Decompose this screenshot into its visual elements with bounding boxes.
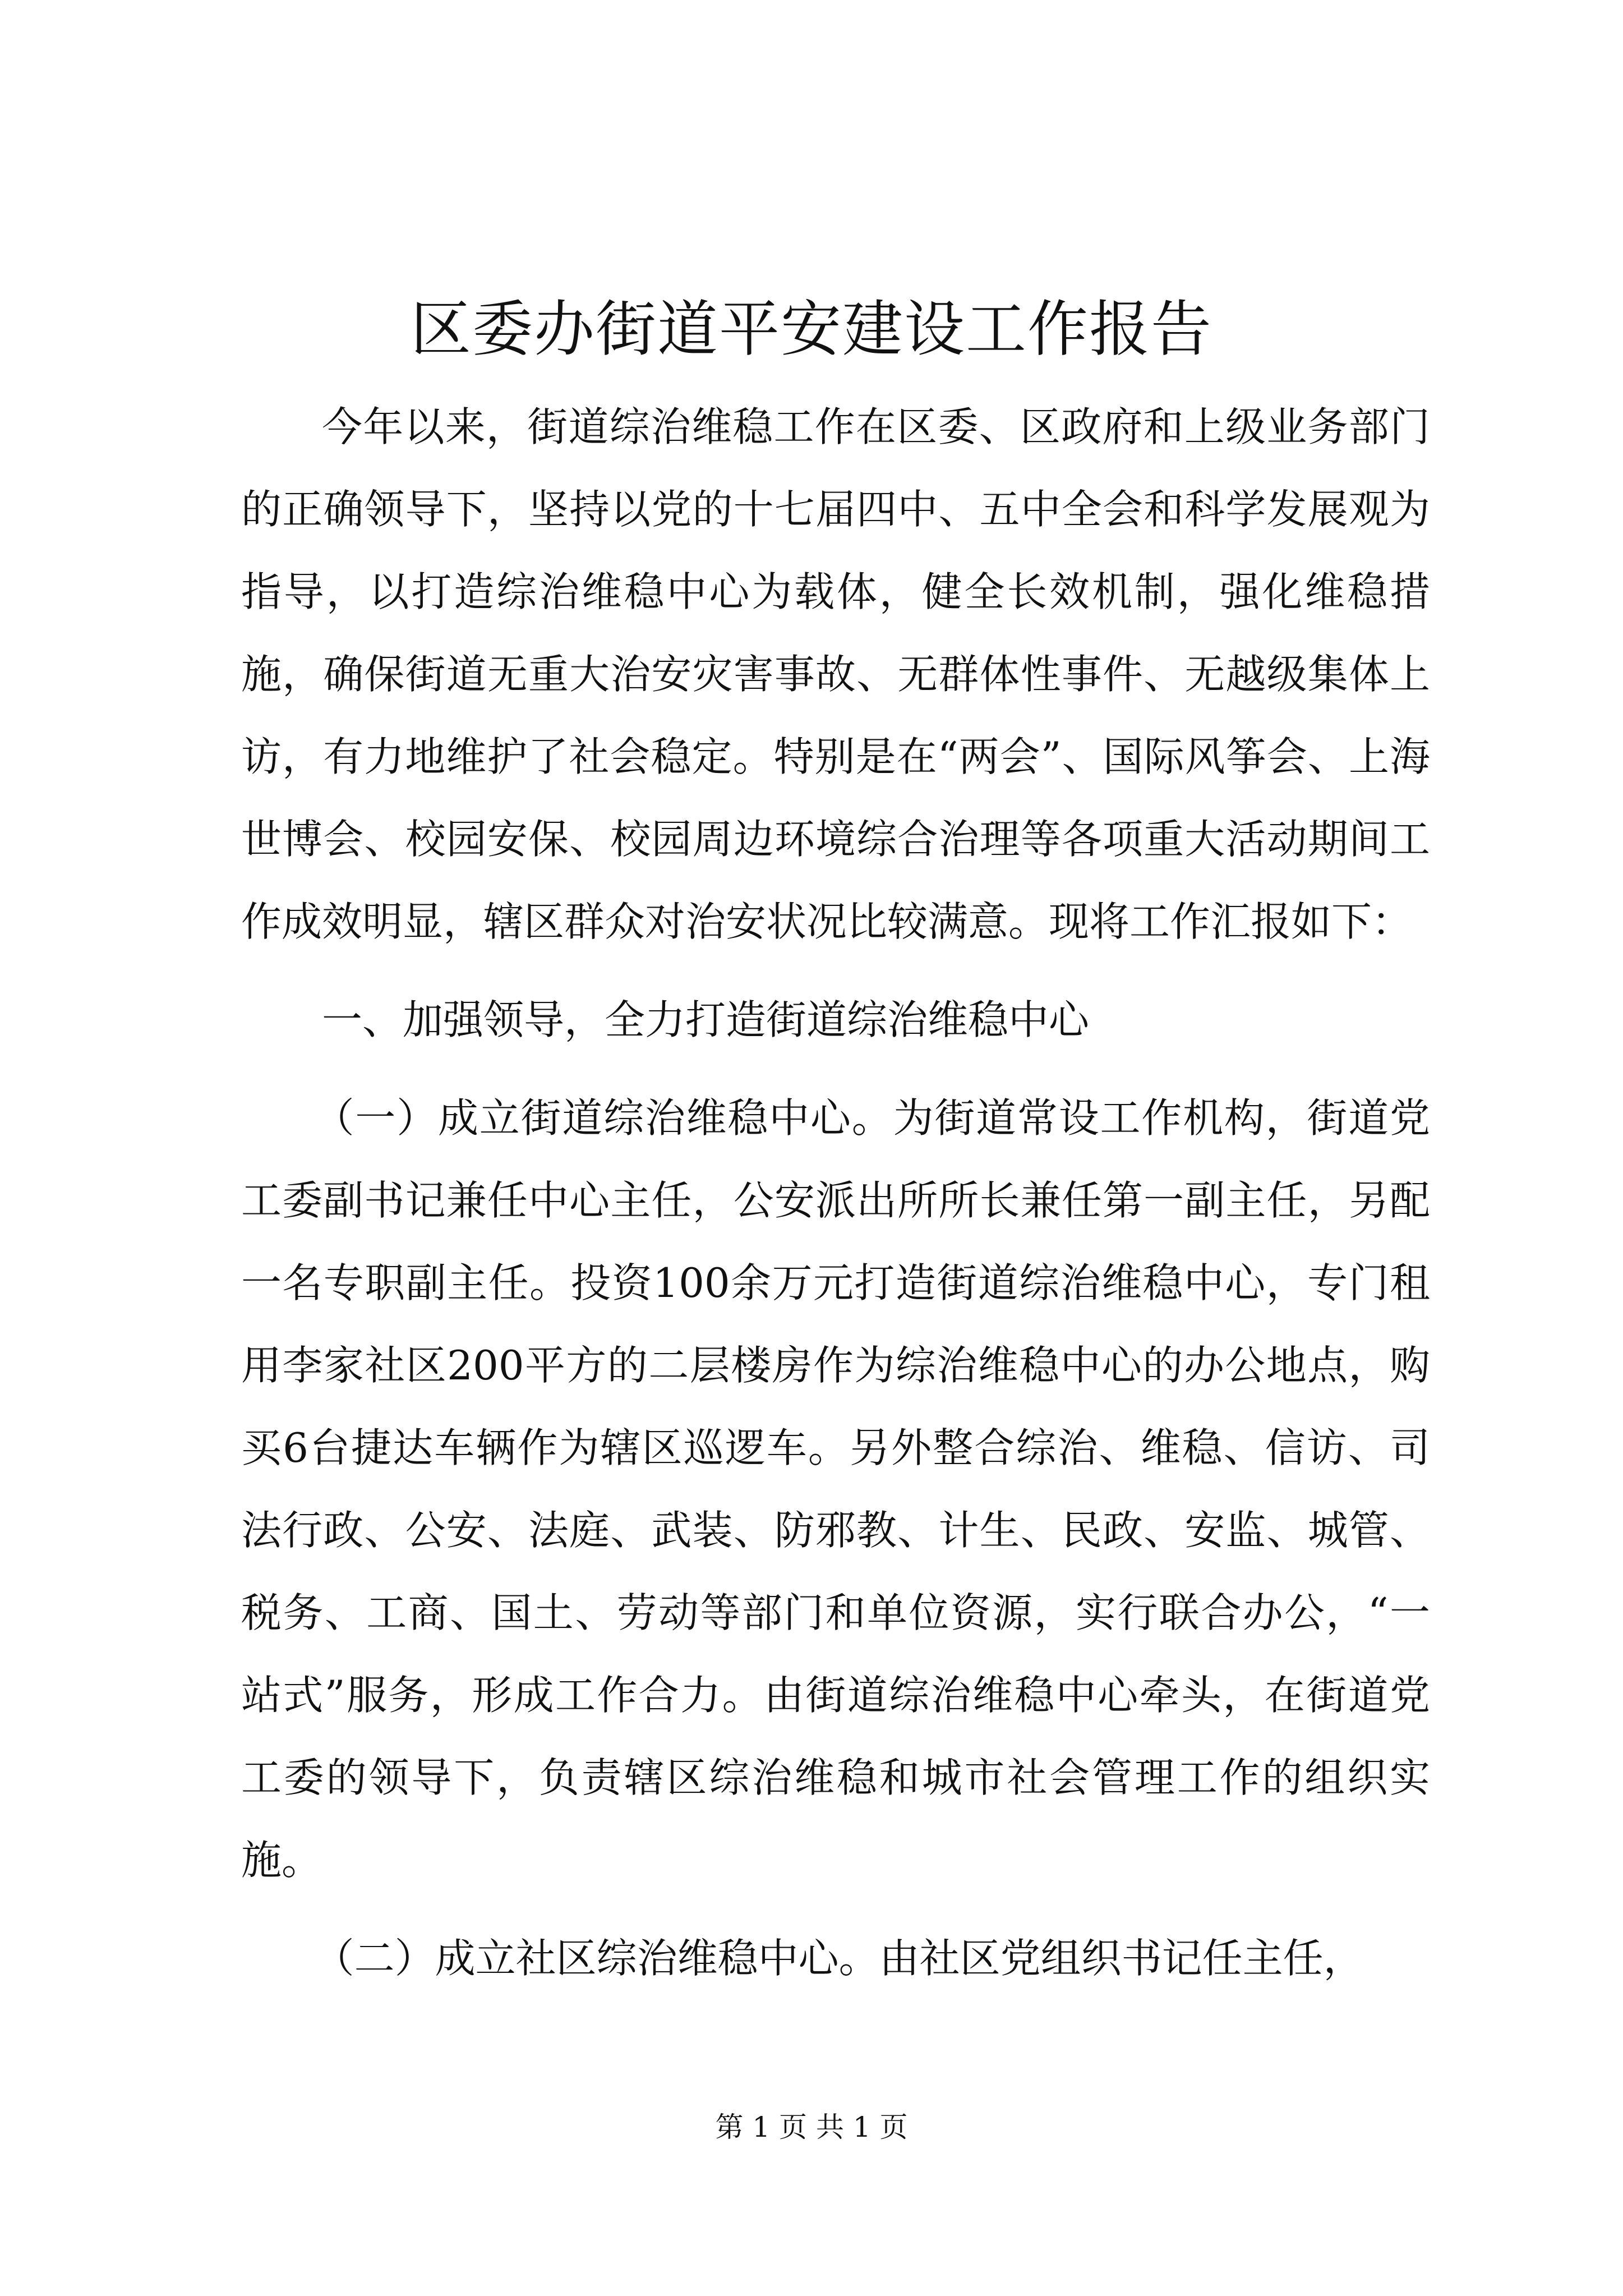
section-heading-1: 一、加强领导，全力打造街道综治维稳中心: [322, 996, 1090, 1043]
page-footer: [0, 2108, 1623, 2147]
intro-paragraph: 今年以来，街道综治维稳工作在区委、区政府和上级业务部门的正确领导下，坚持以党的十七届四中、五中全会和科学发展观为指导，以打造综治维稳中心为载体，健全长效机制，强化维稳措施，确保街道无重大治安灾害事故、无群体性事件、无越级集体上访，有力地维护了社会稳定。特别是在“两会”、国际风筝会、上海世博会、校园安保、校园周边环境综合治理等各项重大活动期间工作成效明显，辖区群众对治安状况比较满意。现将工作汇报如下：: [241, 403, 1430, 945]
subsection-paragraph-2: （二）成立社区综治维稳中心。由社区党组织书记任主任，: [313, 1935, 1364, 1982]
subsection-paragraph-1: （一）成立街道综治维稳中心。为街道常设工作机构，街道党工委副书记兼任中心主任，公安派出所所长兼任第一副主任，另配一名专职副主任。投资100余万元打造街道综治维稳中心，专门租用李家社区200平方的二层楼房作为综治维稳中心的办公地点，购买6台捷达车辆作为辖区巡逻车。另外整合综治、维稳、信访、司法行政、公安、法庭、武装、防邪教、计生、民政、安监、城管、税务、工商、国土、劳动等部门和单位资源，实行联合办公，“一站式”服务，形成工作合力。由街道综治维稳中心牵头，在街道党工委的领导下，负责辖区综治维稳和城市社会管理工作的组织实施。: [241, 1094, 1430, 1884]
document-title: 区委办街道平安建设工作报告: [410, 295, 1212, 365]
page-number-label: 第 1 页 共 1 页: [715, 2111, 908, 2143]
document-body: [241, 386, 1430, 2000]
